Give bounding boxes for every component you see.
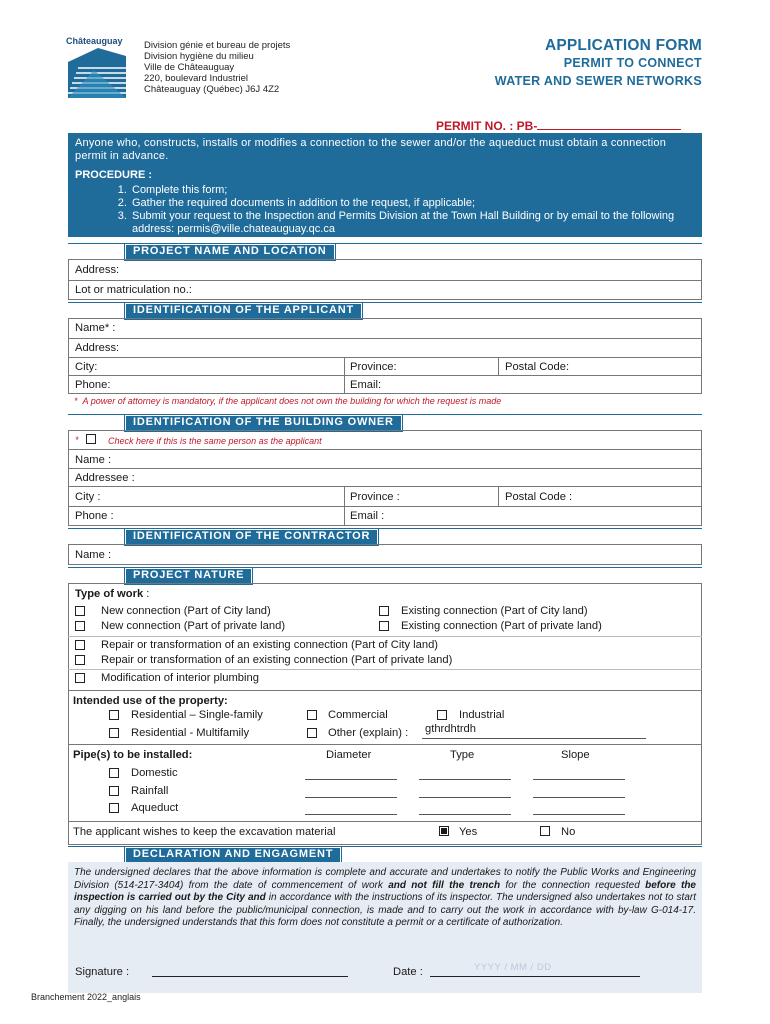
org-line: Division hygiène du milieu [144,51,254,62]
contractor-name-label: Name : [75,549,112,561]
section-title: PROJECT NATURE [124,567,253,585]
aqueduct-label: Aqueduct [131,802,179,814]
permit-label: PERMIT NO. : PB- [436,119,538,133]
existing-city-label: Existing connection (Part of City land) [401,605,588,617]
procedure-title: PROCEDURE : [75,169,153,181]
slope-header: Slope [561,749,590,761]
aqueduct-checkbox[interactable] [109,803,119,813]
applicant-city-label: City: [75,361,98,373]
type-label: Type of work [75,588,144,600]
commercial-checkbox[interactable] [307,710,317,720]
existing-private-label: Existing connection (Part of private land) [401,620,602,632]
applicant-postal-label: Postal Code: [505,361,570,373]
owner-postal-label: Postal Code : [505,491,573,503]
procedure-step: 3. Submit your request to the Inspection and Permits Division at the Town Hall Building or by email to the following address: permis@ville.chateauguay.qc.ca [130,210,695,236]
owner-email-label: Email : [350,510,385,522]
date-line[interactable] [430,976,640,977]
rainfall-diameter-line[interactable] [305,797,397,798]
type-header: Type [450,749,475,761]
domestic-checkbox[interactable] [109,768,119,778]
existing-private-checkbox[interactable] [379,621,389,631]
domestic-type-line[interactable] [419,779,511,780]
form-subtitle-1: PERMIT TO CONNECT [563,56,702,70]
industrial-label: Industrial [459,709,505,721]
section-title: IDENTIFICATION OF THE APPLICANT [124,302,363,320]
commercial-label: Commercial [328,709,388,721]
rainfall-label: Rainfall [131,785,169,797]
attorney-note [74,396,501,406]
res-single-label: Residential – Single-family [131,709,263,721]
form-subtitle-2: WATER AND SEWER NETWORKS [494,74,702,88]
new-private-label: New connection (Part of private land) [101,620,286,632]
applicant-email-label: Email: [350,379,382,391]
repair-city-checkbox[interactable] [75,640,85,650]
declaration-box [68,862,702,993]
existing-city-checkbox[interactable] [379,606,389,616]
type-of-work-label [75,588,149,600]
permit-number-field[interactable] [436,118,681,133]
declaration-text: The undersigned declares that the above information is complete and accurate and undertakes to notify the Public Works and Engineering Division (514-217-3404) from the date of commencement of work [74,867,696,891]
other-explain-input[interactable]: gthrdhtrdh [425,723,476,735]
form-title: APPLICATION FORM [544,37,702,54]
owner-city-label: City : [75,491,101,503]
rainfall-type-line[interactable] [419,797,511,798]
domestic-slope-line[interactable] [533,779,625,780]
new-city-label: New connection (Part of City land) [101,605,271,617]
repair-city-label: Repair or transformation of an existing connection (Part of City land) [101,639,439,651]
procedure-step: 1. Complete this form; [130,184,695,197]
repair-private-label: Repair or transformation of an existing connection (Part of private land) [101,654,453,666]
pipes-label: Pipe(s) to be installed: [73,749,193,761]
date-input[interactable]: YYYY / MM / DD [474,962,552,973]
footer-text: Branchement 2022_anglais [31,992,141,1002]
res-single-checkbox[interactable] [109,710,119,720]
section-title: IDENTIFICATION OF THE CONTRACTOR [124,528,379,546]
org-line: Châteauguay (Québec) J6J 4Z2 [144,84,280,95]
org-line: Ville de Châteauguay [144,62,235,73]
declaration-bold: and not fill the trench [388,879,501,891]
declaration-text: in accordance with the instructions of its inspector. The undersigned also undertakes not to start any digging on his land before the public/municipal connection, is made and to carry out the work in accordance with by-law G-014-17. Finally, the undersigned understands that this form does not constitute a permit or a certificate of authorization. [74,892,696,928]
excavation-label: The applicant wishes to keep the excavation material [73,826,336,838]
applicant-frame [68,318,702,394]
owner-phone-label: Phone : [75,510,114,522]
permit-number-line[interactable] [537,118,681,130]
signature-label: Signature : [75,966,130,978]
new-private-checkbox[interactable] [75,621,85,631]
lot-label: Lot or matriculation no.: [75,284,192,296]
procedure-steps [75,184,695,236]
note-text: A power of attorney is mandatory, if the applicant does not own the building for which the request is made [82,396,502,406]
applicant-phone-label: Phone: [75,379,111,391]
instructions-box [68,133,702,237]
logo-mark-icon [68,48,126,98]
organization-address [144,40,290,95]
industrial-checkbox[interactable] [437,710,447,720]
date-label: Date : [393,966,423,978]
procedure-step: 2. Gather the required documents in addition to the request, if applicable; [130,197,695,210]
city-logo [66,36,128,98]
res-multi-checkbox[interactable] [109,728,119,738]
signature-line[interactable] [152,976,348,977]
logo-text: Châteauguay [66,36,123,46]
address-label: Address: [75,264,120,276]
aqueduct-diameter-line[interactable] [305,814,397,815]
rainfall-checkbox[interactable] [109,786,119,796]
note-star: * [74,396,78,406]
aqueduct-type-line[interactable] [419,814,511,815]
excavation-no-checkbox[interactable] [540,826,550,836]
contractor-frame [68,544,702,565]
aqueduct-slope-line[interactable] [533,814,625,815]
res-multi-label: Residential - Multifamily [131,727,250,739]
new-city-checkbox[interactable] [75,606,85,616]
excavation-yes-checkbox[interactable] [439,826,449,836]
applicant-address-label: Address: [75,342,120,354]
excavation-yes-label: Yes [459,826,478,838]
org-line: Division génie et bureau de projets [144,40,291,51]
diameter-header: Diameter [326,749,372,761]
domestic-diameter-line[interactable] [305,779,397,780]
rainfall-slope-line[interactable] [533,797,625,798]
excavation-no-label: No [561,826,576,838]
declaration-bold: before the inspection is carried out by the City and [74,879,696,903]
intended-use-label: Intended use of the property: [73,695,228,707]
org-line: 220, boulevard Industriel [144,73,249,84]
applicant-name-label: Name* : [75,322,116,334]
owner-star: * [75,435,79,445]
repair-private-checkbox[interactable] [75,655,85,665]
domestic-label: Domestic [131,767,178,779]
interior-plumbing-label: Modification of interior plumbing [101,672,259,684]
owner-name-label: Name : [75,454,112,466]
other-label: Other (explain) : [328,727,409,739]
interior-plumbing-checkbox[interactable] [75,673,85,683]
owner-address-label: Addressee : [75,472,135,484]
same-person-checkbox[interactable] [86,434,96,444]
intro-text: Anyone who, constructs, installs or modifies a connection to the sewer and/or the aqueduct must obtain a connection permit in advance. [75,137,667,162]
other-checkbox[interactable] [307,728,317,738]
declaration-text: for the connection requested [500,879,646,891]
section-title: PROJECT NAME AND LOCATION [124,243,336,261]
applicant-province-label: Province: [350,361,397,373]
section-title: IDENTIFICATION OF THE BUILDING OWNER [124,414,403,432]
owner-province-label: Province : [350,491,400,503]
same-person-label: Check here if this is the same person as the applicant [108,436,322,446]
type-colon: : [146,588,150,600]
section-title: DECLARATION AND ENGAGMENT [124,846,342,864]
